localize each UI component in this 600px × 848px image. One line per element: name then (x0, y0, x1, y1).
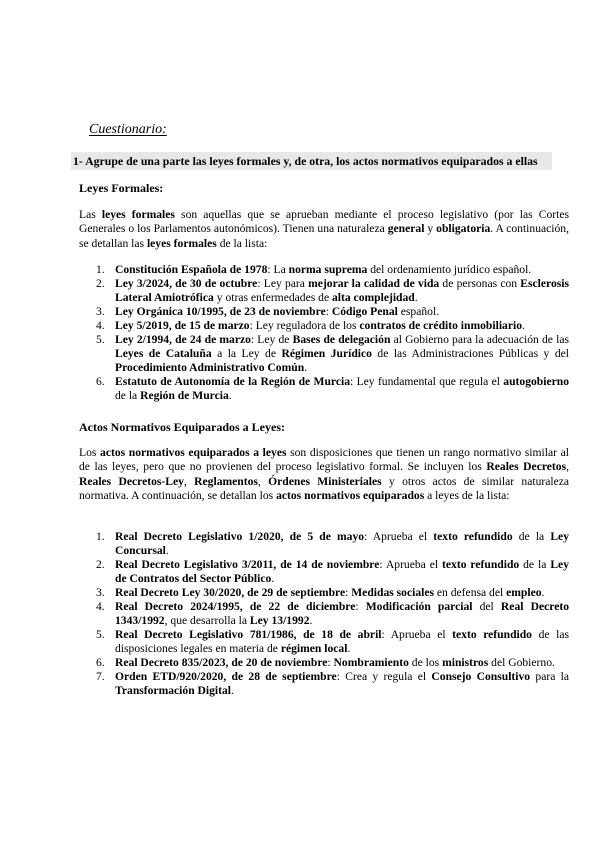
bold-text: Procedimiento Administrativo Común (115, 361, 305, 374)
list-number: 3. (96, 586, 105, 599)
bold-text: Ley Orgánica 10/1995, de 23 de noviembre (115, 305, 326, 318)
list-number: 6. (96, 656, 105, 669)
text-run: . A continuación, se detallan las (79, 222, 569, 250)
list-number: 2. (96, 558, 105, 571)
text-run: de los (408, 656, 443, 669)
bold-text: Ley 13/1992 (249, 614, 310, 627)
text-run: . (541, 586, 545, 599)
list-number: 5. (96, 333, 105, 346)
bold-text: Reales Decretos-Ley (79, 474, 184, 488)
list-number: 2. (96, 277, 105, 290)
text-run: del ordenamiento jurídico español. (367, 263, 532, 276)
bold-text: Bases de delegación (292, 333, 391, 346)
list-item (79, 319, 569, 333)
bold-text: leyes formales (146, 236, 217, 250)
bold-text: contratos de crédito inmobiliario (359, 319, 523, 332)
list-number: 1. (96, 263, 105, 276)
text-run: a leyes de la lista: (424, 489, 510, 503)
question-heading: 1- Agrupe de una parte las leyes formales y, de otra, los actos normativos equiparados a ellas (71, 152, 552, 170)
text-run: : La (267, 263, 289, 276)
bold-text: alta complejidad (331, 291, 415, 304)
text-run: de la (115, 389, 141, 402)
bold-text: leyes formales (101, 208, 175, 221)
bold-text: general (387, 222, 425, 236)
bold-text: Modificación parcial (365, 600, 473, 613)
list-number: 7. (96, 670, 105, 683)
bold-text: autogobierno (503, 375, 569, 388)
bold-text: Real Decreto Legislativo 1/2020, de 5 de mayo (115, 530, 365, 543)
text-run: . (165, 544, 169, 557)
list-item (79, 586, 569, 600)
list-item (79, 333, 569, 375)
bold-text: Ley de Contratos del Sector Público (115, 558, 569, 585)
text-run: : Ley de (250, 333, 293, 346)
text-run: Los (79, 446, 101, 459)
text-run: , (566, 460, 569, 474)
bold-text: Real Decreto Ley 30/2020, de 29 de septiembre (115, 586, 346, 599)
text-run: , que desarrolla la (164, 614, 250, 627)
text-run: : Ley reguladora de los (249, 319, 360, 332)
text-run: . (309, 614, 313, 627)
bold-text: Régimen Jurídico (281, 347, 372, 360)
text-run: . (228, 389, 232, 402)
text-run: son disposiciones que tienen un rango normativo similar al de las leyes, pero que no provienen del proceso legislativo formal. Se incluyen los (79, 446, 569, 474)
bold-text: Medidas sociales (351, 586, 434, 599)
bold-text: Esclerosis Lateral Amiotrófica (115, 277, 570, 304)
bold-text: texto refundido (452, 628, 532, 641)
text-run: . (522, 319, 525, 332)
text-run: : Aprueba el (364, 530, 434, 543)
bold-text: Real Decreto 1343/1992 (115, 600, 569, 627)
text-run: : Crea y regula el (336, 670, 432, 683)
text-run: de las Administraciones Públicas y del (371, 347, 569, 360)
text-run: de la lista: (216, 236, 268, 250)
bold-text: norma suprema (288, 263, 368, 276)
bold-text: Leyes de Cataluña (115, 347, 212, 360)
text-run: Las (79, 208, 102, 221)
text-run: son aquellas que se aprueban mediante el proceso legislativo (por las Cortes Generales o los Parlamentos autonómicos). Tienen una naturaleza (79, 208, 569, 236)
bold-text: texto refundido (442, 558, 520, 571)
list-number: 6. (96, 375, 105, 388)
bold-text: obligatoria (436, 222, 491, 236)
text-run: a la Ley de (211, 347, 282, 360)
list-number: 1. (96, 530, 105, 543)
bold-text: Constitución Española de 1978 (115, 263, 268, 276)
bold-text: Ley 5/2019, de 15 de marzo (115, 319, 250, 332)
text-run: de la (512, 530, 551, 543)
text-run: . (271, 572, 275, 585)
bold-text: Orden ETD/920/2020, de 28 de septiembre (115, 670, 337, 683)
list-item (79, 558, 569, 586)
text-run: : (355, 600, 366, 613)
bold-text: Órdenes Ministeriales (268, 474, 382, 488)
bold-text: Real Decreto 835/2023, de 20 de noviembre (115, 656, 328, 669)
list-item (79, 305, 569, 319)
bold-text: Región de Murcia (140, 389, 229, 402)
list-item (79, 263, 569, 277)
leyes-formales-intro (79, 208, 569, 251)
text-run: : (345, 586, 352, 599)
bold-text: Reglamentos (194, 474, 258, 488)
list-item (79, 277, 569, 305)
text-run: para la (530, 670, 570, 683)
bold-text: Ley 2/1994, de 24 de marzo (115, 333, 251, 346)
text-run: . (231, 684, 234, 697)
bold-text: Ley Concursal (115, 530, 569, 557)
text-run: del Gobierno. (488, 656, 555, 669)
actos-normativos-intro (79, 446, 569, 504)
bold-text: Real Decreto 2024/1995, de 22 de diciembre (115, 600, 356, 613)
text-run: de personas con (439, 277, 521, 290)
text-run: al Gobierno para la adecuación de las (390, 333, 569, 346)
bold-text: Transformación Digital (115, 684, 232, 697)
text-run: y (424, 222, 437, 236)
page-title: Cuestionario: (89, 122, 167, 137)
bold-text: régimen local (280, 642, 348, 655)
section-heading-leyes-formales: Leyes Formales: (79, 181, 164, 195)
list-number: 3. (96, 305, 105, 318)
bold-text: texto refundido (433, 530, 513, 543)
bold-text: Real Decreto Legislativo 3/2011, de 14 de noviembre (115, 558, 380, 571)
text-run: : Aprueba el (379, 558, 443, 571)
list-item (79, 628, 569, 656)
bold-text: Reales Decretos (486, 460, 567, 474)
bold-text: Ley 3/2024, de 30 de octubre (115, 277, 258, 290)
actos-normativos-list (79, 530, 569, 698)
list-item (79, 530, 569, 558)
bold-text: ministros (442, 656, 489, 669)
bold-text: Nombramiento (333, 656, 409, 669)
list-number: 4. (96, 319, 105, 332)
text-run: : (327, 656, 334, 669)
text-run: y otras enfermedades de (213, 291, 332, 304)
text-run: del (472, 600, 501, 613)
bold-text: Consejo Consultivo (431, 670, 531, 683)
list-item (79, 670, 569, 698)
text-run: , (257, 474, 269, 488)
text-run: , (183, 474, 195, 488)
bold-text: Estatuto de Autonomía de la Región de Murcia (115, 375, 351, 388)
text-run: español. (397, 305, 440, 318)
list-item (79, 656, 569, 670)
text-run: en defensa del (434, 586, 507, 599)
bold-text: actos normativos equiparados a leyes (100, 446, 287, 459)
section-heading-actos-normativos: Actos Normativos Equiparados a Leyes: (79, 420, 285, 434)
bold-text: empleo (506, 586, 542, 599)
text-run: : Aprueba el (381, 628, 453, 641)
text-run: . (414, 291, 418, 304)
text-run: de la (519, 558, 551, 571)
text-run: : Ley fundamental que regula el (350, 375, 504, 388)
bold-text: Real Decreto Legislativo 781/1986, de 18 de abril (115, 628, 382, 641)
list-number: 5. (96, 628, 105, 641)
text-run: y otros actos de similar naturaleza normativa. A continuación, se detallan los (79, 474, 570, 503)
leyes-formales-list (79, 263, 569, 403)
list-item (79, 375, 569, 403)
text-run: . (304, 361, 308, 374)
text-run: : Ley para (257, 277, 309, 290)
bold-text: Código Penal (331, 305, 398, 318)
list-item (79, 600, 569, 628)
text-run: : (325, 305, 332, 318)
bold-text: actos normativos equiparados (276, 489, 425, 503)
text-run: de las disposiciones legales en materia de (115, 628, 569, 655)
text-run: . (347, 642, 351, 655)
list-number: 4. (96, 600, 105, 613)
bold-text: mejorar la calidad de vida (308, 277, 440, 290)
